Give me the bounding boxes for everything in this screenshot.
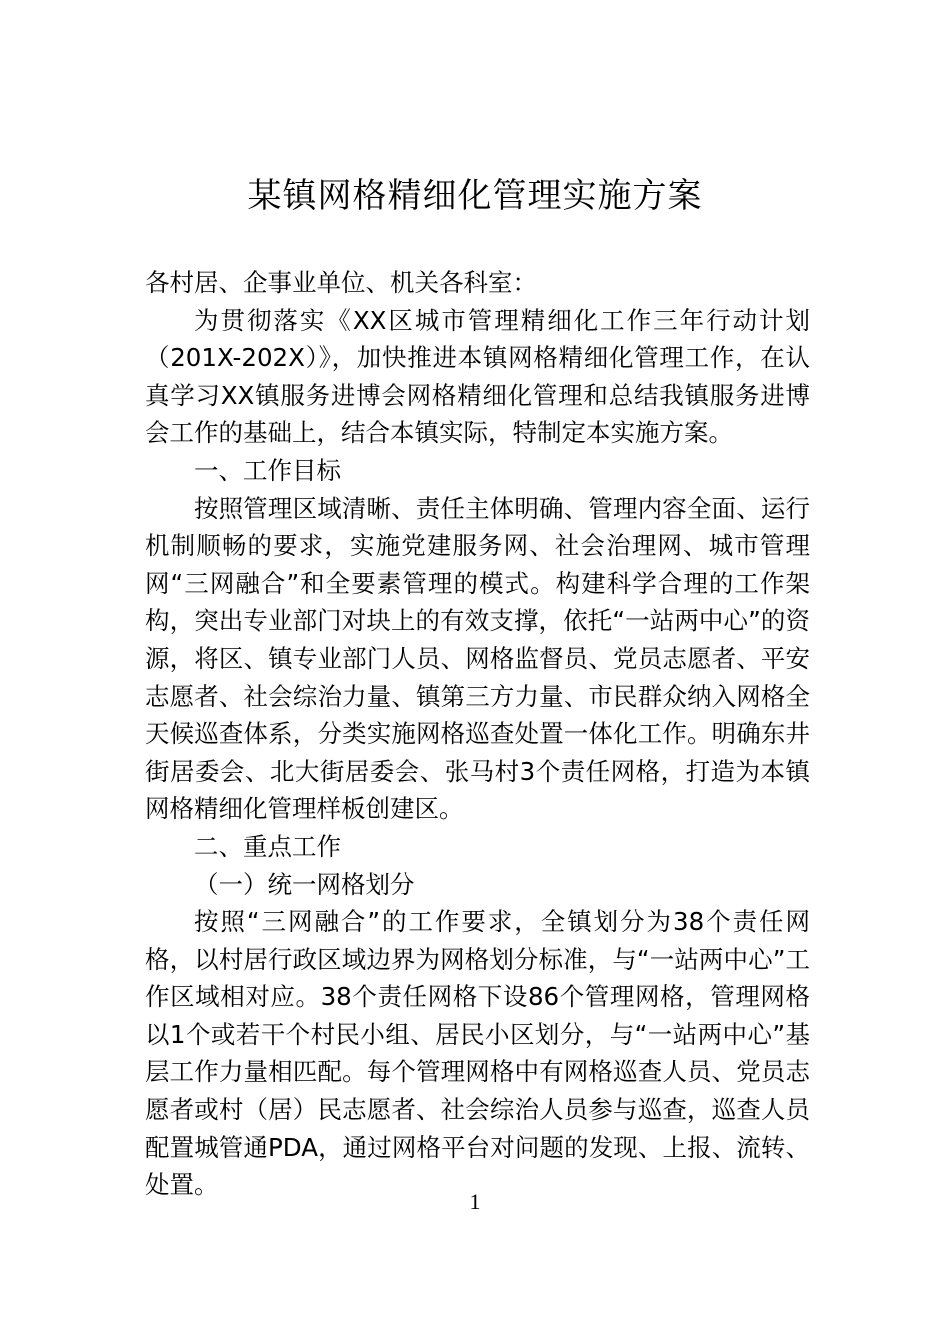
section-heading-goals: 一、工作目标 xyxy=(194,455,341,485)
page-number: 1 xyxy=(469,1189,481,1214)
goals-paragraph: 按照管理区域清晰、责任主体明确、管理内容全面、运行机制顺畅的要求，实施党建服务网、社会治理网、城市管理网“三网融合”和全要素管理的模式。构建科学合理的工作架构，突出专业部门对块上的有效支撑，依托“一站两中心”的资源，将区、镇专业部门人员、网格监督员、党员志愿者、平安志愿者、社会综治力量、镇第三方力量、市民群众纳入网格全天候巡查体系，分类实施网格巡查处置一体化工作。明确东井街居委会、北大街居委会、张马村3个责任网格，打造为本镇网格精细化管理样板创建区。 xyxy=(145,493,810,824)
section-heading-key-work: 二、重点工作 xyxy=(194,831,341,861)
grid-division-paragraph: 按照“三网融合”的工作要求，全镇划分为38个责任网格，以村居行政区域边界为网格划分标准，与“一站两中心”工作区域相对应。38个责任网格下设86个管理网格，管理网格以1个或若干个村民小组、居民小区划分，与“一站两中心”基层工作力量相匹配。每个管理网格中有网格巡查人员、党员志愿者或村（居）民志愿者、社会综治人员参与巡查，巡查人员配置城管通PDA，通过网格平台对问题的发现、上报、流转、处置。 xyxy=(145,907,810,1200)
document-title: 某镇网格精细化管理实施方案 xyxy=(247,176,703,216)
subsection-heading-grid-division: （一）统一网格划分 xyxy=(194,869,415,899)
salutation: 各村居、企事业单位、机关各科室： xyxy=(145,268,537,297)
document-body xyxy=(145,264,810,1204)
intro-paragraph: 为贯彻落实《XX区城市管理精细化工作三年行动计划（201X-202X）》，加快推进本镇网格精细化管理工作，在认真学习XX镇服务进博会网格精细化管理和总结我镇服务进博会工作的基础上，结合本镇实际，特制定本实施方案。 xyxy=(145,305,810,448)
